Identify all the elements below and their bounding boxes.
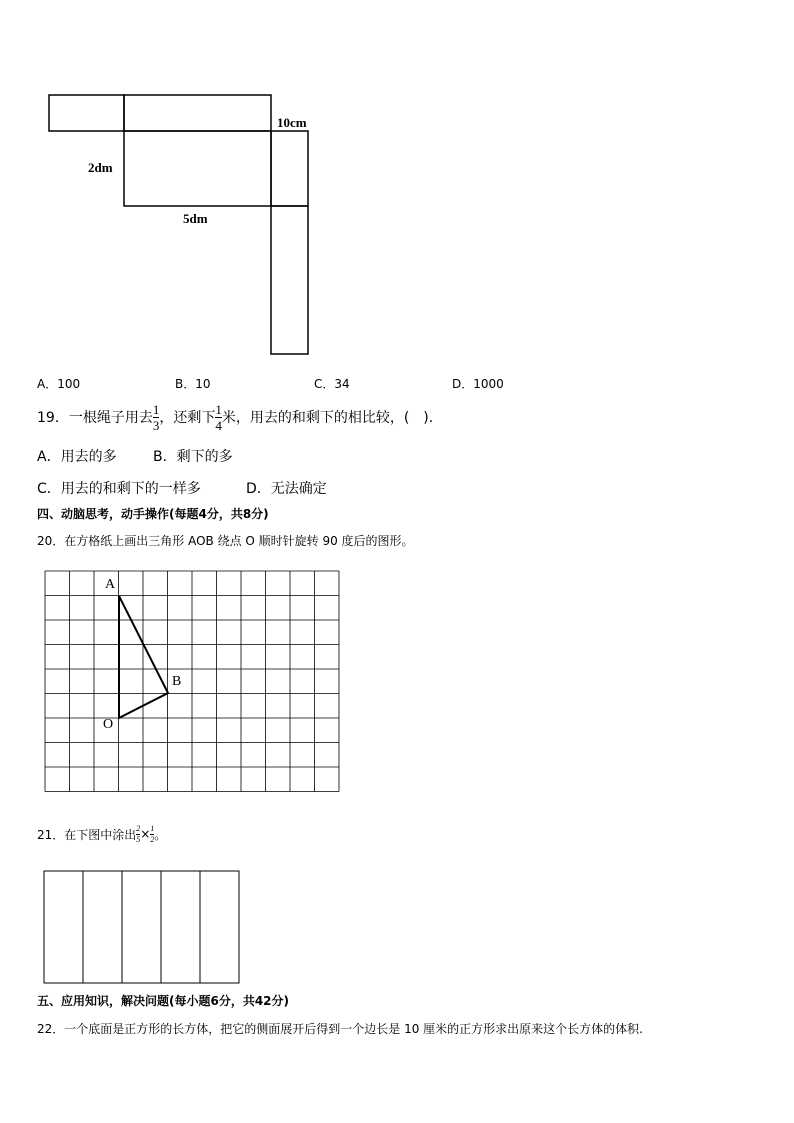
q19-prefix: 19．一根绳子用去 bbox=[37, 410, 153, 426]
q19-frac2-den: 4 bbox=[215, 417, 222, 433]
label-5dm: 5dm bbox=[183, 211, 208, 226]
point-a-label: A bbox=[105, 577, 116, 592]
q19-frac1-num: 1 bbox=[152, 401, 160, 417]
q21-frac2-num: 1 bbox=[150, 823, 155, 833]
q21-frac1-num: 2 bbox=[136, 823, 141, 833]
q21-frac1-den: 5 bbox=[136, 834, 141, 844]
q19-frac1-den: 3 bbox=[152, 417, 160, 433]
point-b-label: B bbox=[172, 674, 182, 689]
q20-question: 20．在方格纸上画出三角形 AOB 绕点 O 顺时针旋转 90 度后的图形。 bbox=[37, 534, 414, 548]
q21-prefix: 21．在下图中涂出 bbox=[37, 827, 137, 842]
q19-option-c[interactable]: C．用去的和剩下的一样多 bbox=[37, 481, 201, 497]
q19-option-d[interactable]: D．无法确定 bbox=[246, 481, 327, 497]
q21-suffix: 。 bbox=[154, 827, 167, 842]
label-2dm: 2dm bbox=[88, 160, 113, 175]
q18-option-a[interactable]: A．100 bbox=[37, 377, 81, 391]
q21-times: × bbox=[140, 827, 151, 841]
q18-option-d[interactable]: D．1000 bbox=[452, 377, 504, 391]
q22-question: 22．一个底面是正方形的长方体，把它的侧面展开后得到一个边长是 10 厘米的正方形求出原来这个长方体的体积. bbox=[37, 1022, 643, 1036]
section-5-heading: 五、应用知识，解决问题(每小题6分，共42分) bbox=[37, 994, 290, 1008]
label-10cm: 10cm bbox=[277, 115, 307, 130]
section-4-heading: 四、动脑思考，动手操作(每题4分，共8分) bbox=[37, 507, 269, 521]
q19-suffix: 米，用去的和剩下的相比较，( ). bbox=[221, 410, 434, 426]
q19-option-a[interactable]: A．用去的多 bbox=[37, 449, 117, 465]
q19-frac2-num: 1 bbox=[215, 401, 222, 417]
q21-frac2-den: 2 bbox=[150, 834, 155, 844]
q19-middle: ，还剩下 bbox=[159, 410, 216, 426]
q18-option-b[interactable]: B．10 bbox=[175, 377, 211, 391]
point-o-label: O bbox=[103, 717, 114, 732]
q19-option-b[interactable]: B．剩下的多 bbox=[153, 449, 233, 465]
q18-option-c[interactable]: C．34 bbox=[314, 377, 350, 391]
